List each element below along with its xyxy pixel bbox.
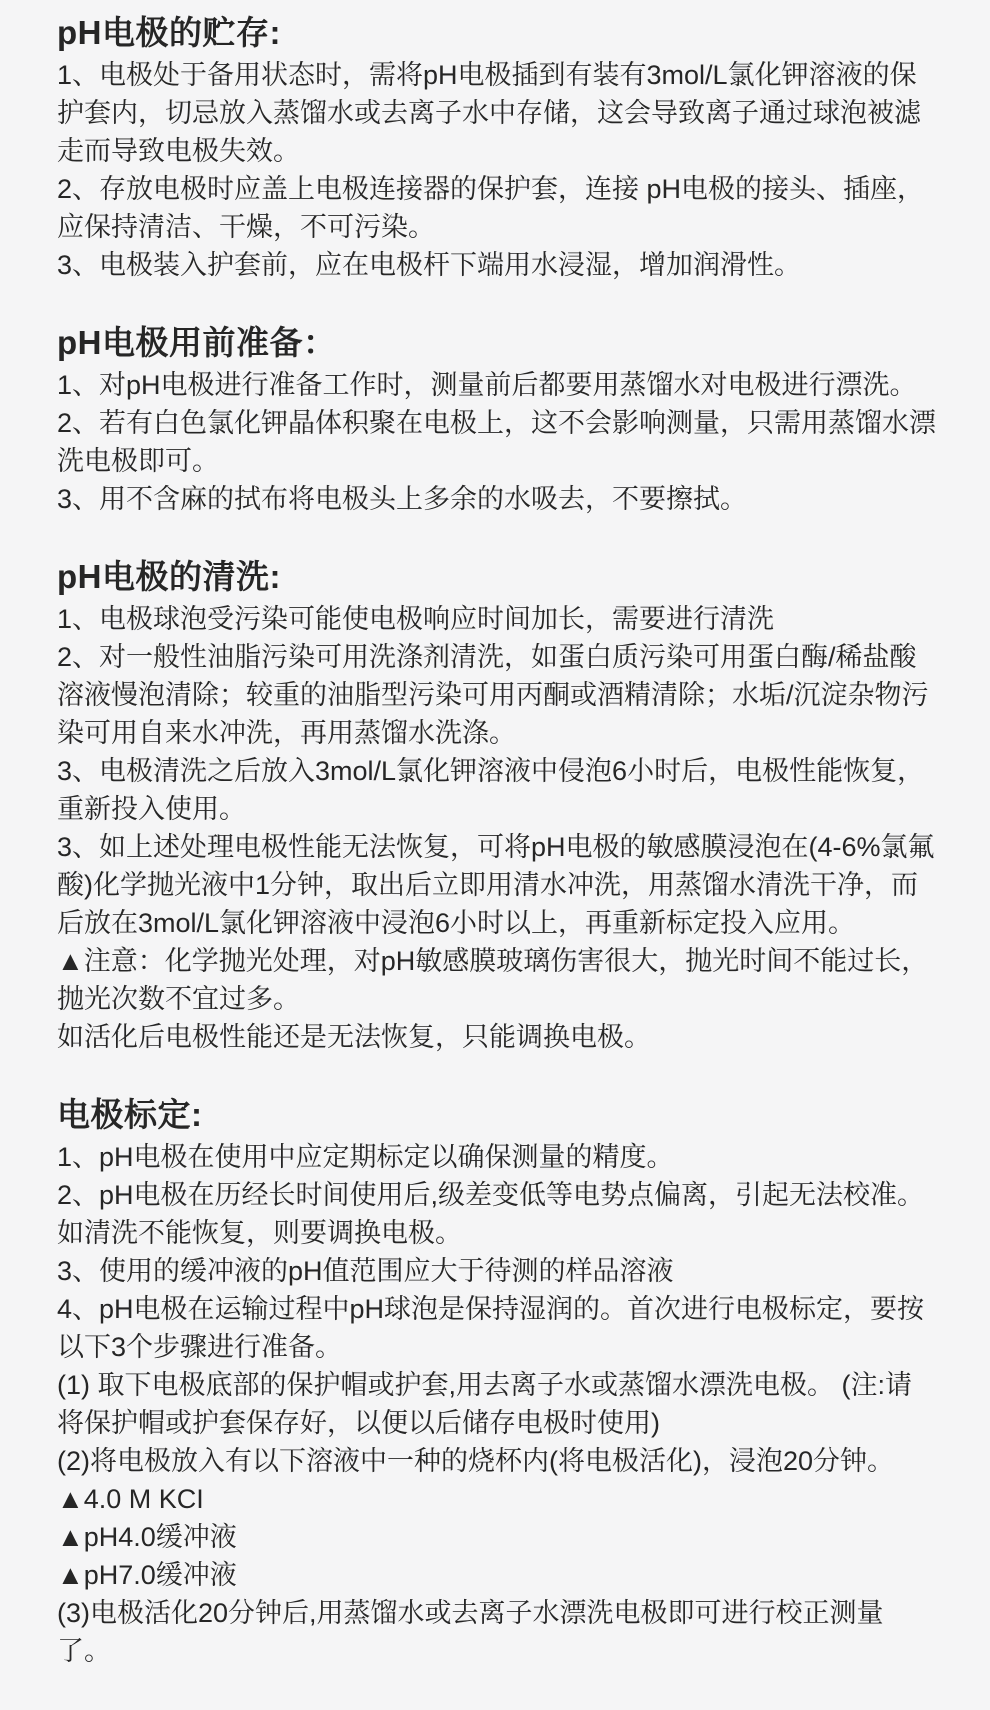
calibration-step-3: (3)电极活化20分钟后,用蒸馏水或去离子水漂洗电极即可进行校正测量了。 xyxy=(57,1598,884,1666)
preparation-item-2: 2、若有白色氯化钾晶体积聚在电极上，这不会影响测量，只需用蒸馏水漂洗电极即可。 xyxy=(57,408,937,476)
section-title-cleaning: pH电极的清洗: xyxy=(57,558,281,595)
storage-item-3: 3、电极装入护套前，应在电极杆下端用水浸湿，增加润滑性。 xyxy=(57,250,802,280)
solution-option-kci: ▲4.0 M KCI xyxy=(57,1484,204,1514)
cleaning-item-3: 3、电极清洗之后放入3mol/L氯化钾溶液中侵泡6小时后，电极性能恢复，重新投入使用。 xyxy=(57,756,925,824)
section-ph-electrode-preparation xyxy=(57,320,937,518)
section-electrode-calibration xyxy=(57,1092,937,1670)
cleaning-note-warning: ▲注意：化学抛光处理，对pH敏感膜玻璃伤害很大，抛光时间不能过长，抛光次数不宜过多。 xyxy=(57,946,929,1014)
calibration-item-3: 3、使用的缓冲液的pH值范围应大于待测的样品溶液 xyxy=(57,1256,674,1286)
cleaning-item-1: 1、电极球泡受污染可能使电极响应时间加长，需要进行清洗 xyxy=(57,604,775,634)
solution-option-ph7-buffer: ▲pH7.0缓冲液 xyxy=(57,1560,237,1590)
section-title-calibration: 电极标定: xyxy=(57,1096,203,1133)
section-title-storage: pH电极的贮存: xyxy=(57,14,281,51)
section-ph-electrode-cleaning xyxy=(57,554,937,1056)
calibration-step-1: (1) 取下电极底部的保护帽或护套,用去离子水或蒸馏水漂洗电极。 (注:请将保护帽或护套保存好，以便以后储存电极时使用) xyxy=(57,1370,912,1438)
section-title-preparation: pH电极用前准备： xyxy=(57,324,337,361)
calibration-item-4: 4、pH电极在运输过程中pH球泡是保持湿润的。首次进行电极标定，要按以下3个步骤进行准备。 xyxy=(57,1294,925,1362)
preparation-item-3: 3、用不含麻的拭布将电极头上多余的水吸去，不要擦拭。 xyxy=(57,484,748,514)
cleaning-note-replace: 如活化后电极性能还是无法恢复，只能调换电极。 xyxy=(57,1022,651,1052)
preparation-item-1: 1、对pH电极进行准备工作时，测量前后都要用蒸馏水对电极进行漂洗。 xyxy=(57,370,917,400)
solution-option-ph4-buffer: ▲pH4.0缓冲液 xyxy=(57,1522,237,1552)
cleaning-item-4: 3、如上述处理电极性能无法恢复，可将pH电极的敏感膜浸泡在(4-6%氯氟酸)化学抛光液中1分钟，取出后立即用清水冲洗，用蒸馏水清洗干净，而后放在3mol/L氯化钾溶液中浸泡6小时以上，再重新标定投入应用。 xyxy=(57,832,935,938)
calibration-item-2: 2、pH电极在历经长时间使用后,级差变低等电势点偏离，引起无法校准。如清洗不能恢复，则要调换电极。 xyxy=(57,1180,925,1248)
calibration-step-2: (2)将电极放入有以下溶液中一种的烧杯内(将电极活化)，浸泡20分钟。 xyxy=(57,1446,895,1476)
storage-item-1: 1、电极处于备用状态时，需将pH电极插到有装有3mol/L氯化钾溶液的保护套内，切忌放入蒸馏水或去离子水中存储，这会导致离子通过球泡被滤走而导致电极失效。 xyxy=(57,60,921,166)
cleaning-item-2: 2、对一般性油脂污染可用洗涤剂清洗，如蛋白质污染可用蛋白酶/稀盐酸溶液慢泡清除；较重的油脂型污染可用丙酮或酒精清除；水垢/沉淀杂物污染可用自来水冲洗，再用蒸馏水洗涤。 xyxy=(57,642,929,748)
section-ph-electrode-storage xyxy=(57,10,937,284)
calibration-item-1: 1、pH电极在使用中应定期标定以确保测量的精度。 xyxy=(57,1142,674,1172)
storage-item-2: 2、存放电极时应盖上电极连接器的保护套，连接 pH电极的接头、插座，应保持清洁、干燥，不可污染。 xyxy=(57,174,925,242)
